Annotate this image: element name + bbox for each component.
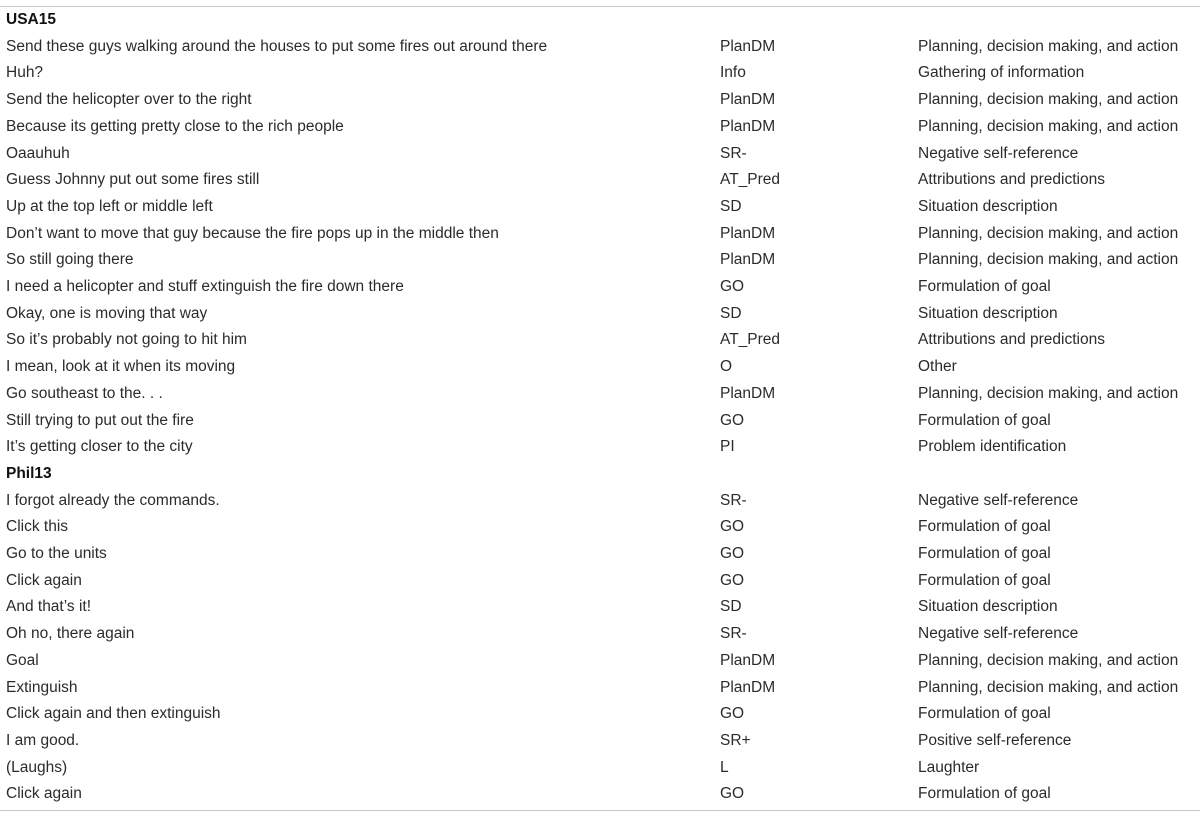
code-cell: GO	[720, 411, 745, 429]
coding-table-body	[0, 7, 1200, 808]
utterance-cell: So it’s probably not going to hit him	[6, 331, 247, 349]
utterance-cell: Click again	[6, 785, 82, 803]
code-cell: O	[720, 358, 733, 376]
group-title: USA15	[6, 11, 56, 28]
category-cell: Planning, decision making, and action	[918, 117, 1179, 135]
table-row	[0, 274, 1200, 301]
table-row	[0, 60, 1200, 87]
table-row	[0, 167, 1200, 194]
table-row	[0, 301, 1200, 328]
code-cell: SR+	[720, 731, 751, 749]
code-cell: SR-	[720, 491, 747, 509]
code-cell: AT_Pred	[720, 171, 781, 189]
category-cell: Negative self-reference	[918, 144, 1079, 162]
code-cell: SR-	[720, 144, 747, 162]
utterance-cell: Still trying to put out the fire	[6, 411, 194, 429]
utterance-cell: Goal	[6, 651, 39, 669]
utterance-cell: Click this	[6, 518, 69, 536]
table-bottom-rule	[0, 810, 1200, 811]
table-row	[0, 221, 1200, 248]
group-title: Phil13	[6, 464, 52, 482]
code-cell: PlanDM	[720, 678, 776, 696]
empty-cell	[918, 461, 1200, 488]
code-cell: GO	[720, 785, 745, 803]
table-row	[0, 194, 1200, 221]
table-row	[0, 755, 1200, 782]
utterance-cell: Oaauhuh	[6, 144, 70, 162]
utterance-cell: So still going there	[6, 251, 134, 269]
code-cell: PI	[720, 438, 735, 456]
table-row	[0, 141, 1200, 168]
table-row	[0, 728, 1200, 755]
table-row	[0, 327, 1200, 354]
table-row	[0, 701, 1200, 728]
utterance-cell: Don’t want to move that guy because the fire pops up in the middle then	[6, 224, 499, 242]
table-row	[0, 568, 1200, 595]
utterance-cell: Send these guys walking around the houses to put some fires out around there	[6, 37, 548, 55]
category-cell: Negative self-reference	[918, 491, 1079, 509]
code-cell: PlanDM	[720, 37, 776, 55]
category-cell: Problem identification	[918, 438, 1067, 456]
utterance-cell: Click again	[6, 571, 82, 589]
table-row	[0, 354, 1200, 381]
code-cell: PlanDM	[720, 117, 776, 135]
utterance-cell: It’s getting closer to the city	[6, 438, 193, 456]
category-cell: Formulation of goal	[918, 785, 1051, 803]
code-cell: PlanDM	[720, 91, 776, 109]
table-row	[0, 34, 1200, 61]
table-row	[0, 514, 1200, 541]
category-cell: Other	[918, 358, 957, 376]
utterance-cell: I forgot already the commands.	[6, 491, 220, 509]
code-cell: PlanDM	[720, 384, 776, 402]
category-cell: Attributions and predictions	[918, 331, 1105, 349]
category-cell: Formulation of goal	[918, 705, 1051, 723]
code-cell: L	[720, 758, 729, 776]
code-cell: SD	[720, 598, 742, 616]
category-cell: Planning, decision making, and action	[918, 91, 1179, 109]
category-cell: Planning, decision making, and action	[918, 678, 1179, 696]
category-cell: Planning, decision making, and action	[918, 651, 1179, 669]
utterance-cell: Up at the top left or middle left	[6, 197, 213, 215]
category-cell: Planning, decision making, and action	[918, 384, 1179, 402]
code-cell: GO	[720, 518, 745, 536]
utterance-cell: Go southeast to the. . .	[6, 384, 163, 402]
utterance-cell: I mean, look at it when its moving	[6, 358, 236, 376]
table-row	[0, 781, 1200, 808]
category-cell: Planning, decision making, and action	[918, 224, 1179, 242]
category-cell: Situation description	[918, 598, 1058, 616]
category-cell: Negative self-reference	[918, 625, 1079, 643]
coding-table	[0, 6, 1200, 811]
utterance-cell: And that’s it!	[6, 598, 92, 616]
category-cell: Formulation of goal	[918, 518, 1051, 536]
category-cell: Positive self-reference	[918, 731, 1072, 749]
category-cell: Formulation of goal	[918, 411, 1051, 429]
table-row	[0, 408, 1200, 435]
category-cell: Situation description	[918, 304, 1058, 322]
table-row	[0, 648, 1200, 675]
code-cell: GO	[720, 571, 745, 589]
empty-cell	[720, 461, 918, 488]
code-cell: SD	[720, 197, 742, 215]
category-cell: Attributions and predictions	[918, 171, 1105, 189]
category-cell: Formulation of goal	[918, 278, 1051, 296]
table-row	[0, 541, 1200, 568]
code-cell: SD	[720, 304, 742, 322]
code-cell: PlanDM	[720, 251, 776, 269]
table-row	[0, 381, 1200, 408]
code-cell: PlanDM	[720, 224, 776, 242]
utterance-cell: I am good.	[6, 731, 80, 749]
utterance-cell: Guess Johnny put out some fires still	[6, 171, 260, 189]
utterance-cell: (Laughs)	[6, 758, 68, 776]
table-row	[0, 488, 1200, 515]
category-cell: Situation description	[918, 197, 1058, 215]
utterance-cell: I need a helicopter and stuff extinguish the fire down there	[6, 278, 404, 296]
group-header-row	[0, 7, 1200, 34]
utterance-cell: Extinguish	[6, 678, 78, 696]
utterance-cell: Go to the units	[6, 545, 107, 563]
category-cell: Planning, decision making, and action	[918, 251, 1179, 269]
code-cell: GO	[720, 278, 745, 296]
table-row	[0, 87, 1200, 114]
utterance-cell: Click again and then extinguish	[6, 705, 221, 723]
utterance-cell: Huh?	[6, 64, 44, 82]
table-row	[0, 114, 1200, 141]
utterance-cell: Because its getting pretty close to the rich people	[6, 117, 344, 135]
category-cell: Formulation of goal	[918, 545, 1051, 563]
category-cell: Gathering of information	[918, 64, 1085, 82]
category-cell: Planning, decision making, and action	[918, 37, 1179, 55]
code-cell: Info	[720, 64, 746, 82]
code-cell: SR-	[720, 625, 747, 643]
utterance-cell: Oh no, there again	[6, 625, 135, 643]
group-header-row	[0, 461, 1200, 488]
table-row	[0, 675, 1200, 702]
code-cell: GO	[720, 705, 745, 723]
table-row	[0, 621, 1200, 648]
category-cell: Laughter	[918, 758, 980, 776]
code-cell: AT_Pred	[720, 331, 781, 349]
category-cell: Formulation of goal	[918, 571, 1051, 589]
utterance-cell: Okay, one is moving that way	[6, 304, 208, 322]
table-row	[0, 594, 1200, 621]
table-row	[0, 434, 1200, 461]
utterance-cell: Send the helicopter over to the right	[6, 91, 252, 109]
table-row	[0, 247, 1200, 274]
code-cell: PlanDM	[720, 651, 776, 669]
code-cell: GO	[720, 545, 745, 563]
empty-cell	[720, 7, 918, 34]
empty-cell	[918, 7, 1200, 34]
